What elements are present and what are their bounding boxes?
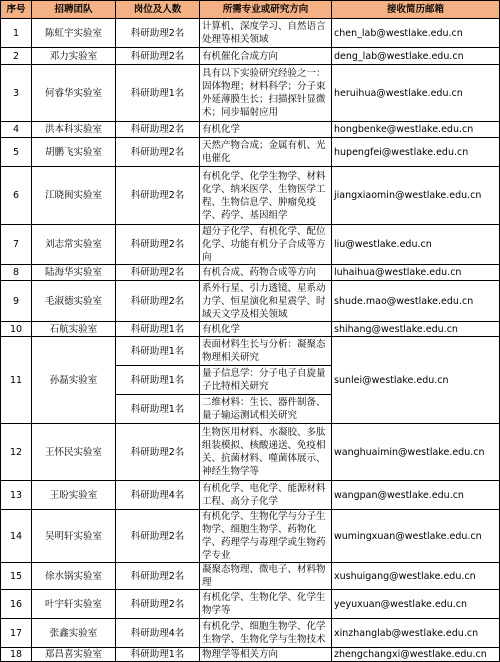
team-name: 刘志常实验室 xyxy=(32,225,116,265)
position-count: 科研助理4名 xyxy=(116,481,200,510)
row-number: 15 xyxy=(1,563,32,590)
row-number: 9 xyxy=(1,281,32,322)
header-email: 接收简历邮箱 xyxy=(332,1,500,19)
table-row xyxy=(1,337,500,366)
row-number: 4 xyxy=(1,122,32,138)
email-address[interactable]: shude.mao@westlake.edu.cn xyxy=(332,281,500,322)
header-number: 序号 xyxy=(1,1,32,19)
position-count: 科研助理2名 xyxy=(116,265,200,281)
table-row xyxy=(1,19,500,48)
row-number: 2 xyxy=(1,48,32,65)
team-name: 王盼实验室 xyxy=(32,481,116,510)
email-address[interactable]: wumingxuan@westlake.edu.cn xyxy=(332,510,500,563)
team-name: 石航实验室 xyxy=(32,322,116,337)
team-name: 毛淑德实验室 xyxy=(32,281,116,322)
research-direction: 有机化学、化学生物学、材料化学、纳米医学、生物医学工程、生物信息学、肿瘤免疫学、药学、基因组学 xyxy=(200,167,332,225)
position-count: 科研助理2名 xyxy=(116,19,200,48)
row-number: 16 xyxy=(1,590,32,619)
table-row xyxy=(1,65,500,122)
row-number: 11 xyxy=(1,337,32,424)
table-row xyxy=(1,167,500,225)
team-name: 胡鹏飞实验室 xyxy=(32,138,116,167)
table-row xyxy=(1,225,500,265)
team-name: 徐水锅实验室 xyxy=(32,563,116,590)
team-name: 陈虹宇实验室 xyxy=(32,19,116,48)
email-address[interactable]: wangpan@westlake.edu.cn xyxy=(332,481,500,510)
table-row xyxy=(1,563,500,590)
team-name: 陆海华实验室 xyxy=(32,265,116,281)
research-direction: 有机化学 xyxy=(200,322,332,337)
position-count: 科研助理2名 xyxy=(116,167,200,225)
research-direction: 物理学等相关方向 xyxy=(200,648,332,662)
table-row xyxy=(1,481,500,510)
table-row xyxy=(1,265,500,281)
email-address[interactable]: sunlei@westlake.edu.cn xyxy=(332,337,500,424)
email-address[interactable]: shihang@westlake.edu.cn xyxy=(332,322,500,337)
team-name: 叶宇轩实验室 xyxy=(32,590,116,619)
table-row xyxy=(1,510,500,563)
team-name: 洪本科实验室 xyxy=(32,122,116,138)
position-count: 科研助理1名 xyxy=(116,322,200,337)
research-direction: 二维材料：生长、器件制备、量子输运测试相关研究 xyxy=(200,395,332,424)
table-row xyxy=(1,138,500,167)
research-direction: 有机化学、生物化学、化学生物学等 xyxy=(200,590,332,619)
table-row xyxy=(1,281,500,322)
position-count: 科研助理2名 xyxy=(116,138,200,167)
row-number: 6 xyxy=(1,167,32,225)
team-name: 吴明轩实验室 xyxy=(32,510,116,563)
header-position: 岗位及人数 xyxy=(116,1,200,19)
position-count: 科研助理2名 xyxy=(116,590,200,619)
team-name: 何睿华实验室 xyxy=(32,65,116,122)
research-direction: 生物医用材料、水凝胶、多肽组装模拟、核酸递送、免疫相关、抗菌材料、噬菌体展示、神经生物学等 xyxy=(200,424,332,481)
table-row xyxy=(1,322,500,337)
row-number: 10 xyxy=(1,322,32,337)
team-name: 邓力实验室 xyxy=(32,48,116,65)
research-direction: 有机化学、生物化学与分子生物学、细胞生物学、药物化学、药理学与毒理学或生物药学专业 xyxy=(200,510,332,563)
research-direction: 凝聚态物理、微电子、材料物理 xyxy=(200,563,332,590)
position-count: 科研助理1名 xyxy=(116,648,200,662)
research-direction: 计算机、深度学习、自然语言处理等相关领域 xyxy=(200,19,332,48)
email-address[interactable]: hupengfei@westlake.edu.cn xyxy=(332,138,500,167)
position-count: 科研助理2名 xyxy=(116,510,200,563)
research-direction: 有机化学 xyxy=(200,122,332,138)
position-count: 科研助理2名 xyxy=(116,424,200,481)
email-address[interactable]: yeyuxuan@westlake.edu.cn xyxy=(332,590,500,619)
row-number: 13 xyxy=(1,481,32,510)
table-row xyxy=(1,424,500,481)
header-direction: 所需专业或研究方向 xyxy=(200,1,332,19)
email-address[interactable]: jiangxiaomin@westlake.edu.cn xyxy=(332,167,500,225)
position-count: 科研助理1名 xyxy=(116,65,200,122)
email-address[interactable]: luhaihua@westlake.edu.cn xyxy=(332,265,500,281)
position-count: 科研助理2名 xyxy=(116,48,200,65)
table-row xyxy=(1,48,500,65)
table-header-row xyxy=(1,1,500,19)
email-address[interactable]: deng_lab@westlake.edu.cn xyxy=(332,48,500,65)
email-address[interactable]: wanghuaimin@westlake.edu.cn xyxy=(332,424,500,481)
team-name: 孙磊实验室 xyxy=(32,337,116,424)
position-count: 科研助理1名 xyxy=(116,337,200,366)
position-count: 科研助理4名 xyxy=(116,619,200,648)
email-address[interactable]: chen_lab@westlake.edu.cn xyxy=(332,19,500,48)
position-count: 科研助理1名 xyxy=(116,366,200,395)
team-name: 王怀民实验室 xyxy=(32,424,116,481)
row-number: 18 xyxy=(1,648,32,662)
row-number: 8 xyxy=(1,265,32,281)
email-address[interactable]: heruihua@westlake.edu.cn xyxy=(332,65,500,122)
row-number: 3 xyxy=(1,65,32,122)
team-name: 郑昌喜实验室 xyxy=(32,648,116,662)
position-count: 科研助理2名 xyxy=(116,563,200,590)
research-direction: 系外行星、引力透镜、星系动力学、恒星演化和星震学、时域天文学及相关领域 xyxy=(200,281,332,322)
research-direction: 具有以下实验研究经验之一：固体物理；材料科学；分子束外延薄膜生长；扫描探针显微术；同步辐射应用 xyxy=(200,65,332,122)
email-address[interactable]: xinzhanglab@westlake.edu.cn xyxy=(332,619,500,648)
position-count: 科研助理2名 xyxy=(116,281,200,322)
row-number: 12 xyxy=(1,424,32,481)
table-row xyxy=(1,619,500,648)
row-number: 1 xyxy=(1,19,32,48)
research-direction: 量子信息学：分子电子自旋量子比特相关研究 xyxy=(200,366,332,395)
position-count: 科研助理2名 xyxy=(116,122,200,138)
research-direction: 有机合成、药物合成等方向 xyxy=(200,265,332,281)
position-count: 科研助理1名 xyxy=(116,395,200,424)
row-number: 17 xyxy=(1,619,32,648)
email-address[interactable]: liu@westlake.edu.cn xyxy=(332,225,500,265)
email-address[interactable]: hongbenke@westlake.edu.cn xyxy=(332,122,500,138)
research-direction: 超分子化学、有机化学、配位化学、功能有机分子合成等方向 xyxy=(200,225,332,265)
research-direction: 有机化学、电化学、能源材料工程、高分子化学 xyxy=(200,481,332,510)
row-number: 7 xyxy=(1,225,32,265)
team-name: 江晓闽实验室 xyxy=(32,167,116,225)
research-direction: 表面材料生长与分析：凝聚态物理相关研究 xyxy=(200,337,332,366)
research-direction: 有机催化合成方向 xyxy=(200,48,332,65)
position-count: 科研助理2名 xyxy=(116,225,200,265)
research-direction: 有机化学、细胞生物学、化学生物学、生物化学与生物技术 xyxy=(200,619,332,648)
email-address[interactable]: xushuigang@westlake.edu.cn xyxy=(332,563,500,590)
row-number: 14 xyxy=(1,510,32,563)
email-address[interactable]: zhengchangxi@westlake.edu.cn xyxy=(332,648,500,662)
table-row xyxy=(1,122,500,138)
row-number: 5 xyxy=(1,138,32,167)
team-name: 张鑫实验室 xyxy=(32,619,116,648)
table-row xyxy=(1,648,500,662)
header-team: 招聘团队 xyxy=(32,1,116,19)
research-direction: 天然产物合成；金属有机、光电催化 xyxy=(200,138,332,167)
